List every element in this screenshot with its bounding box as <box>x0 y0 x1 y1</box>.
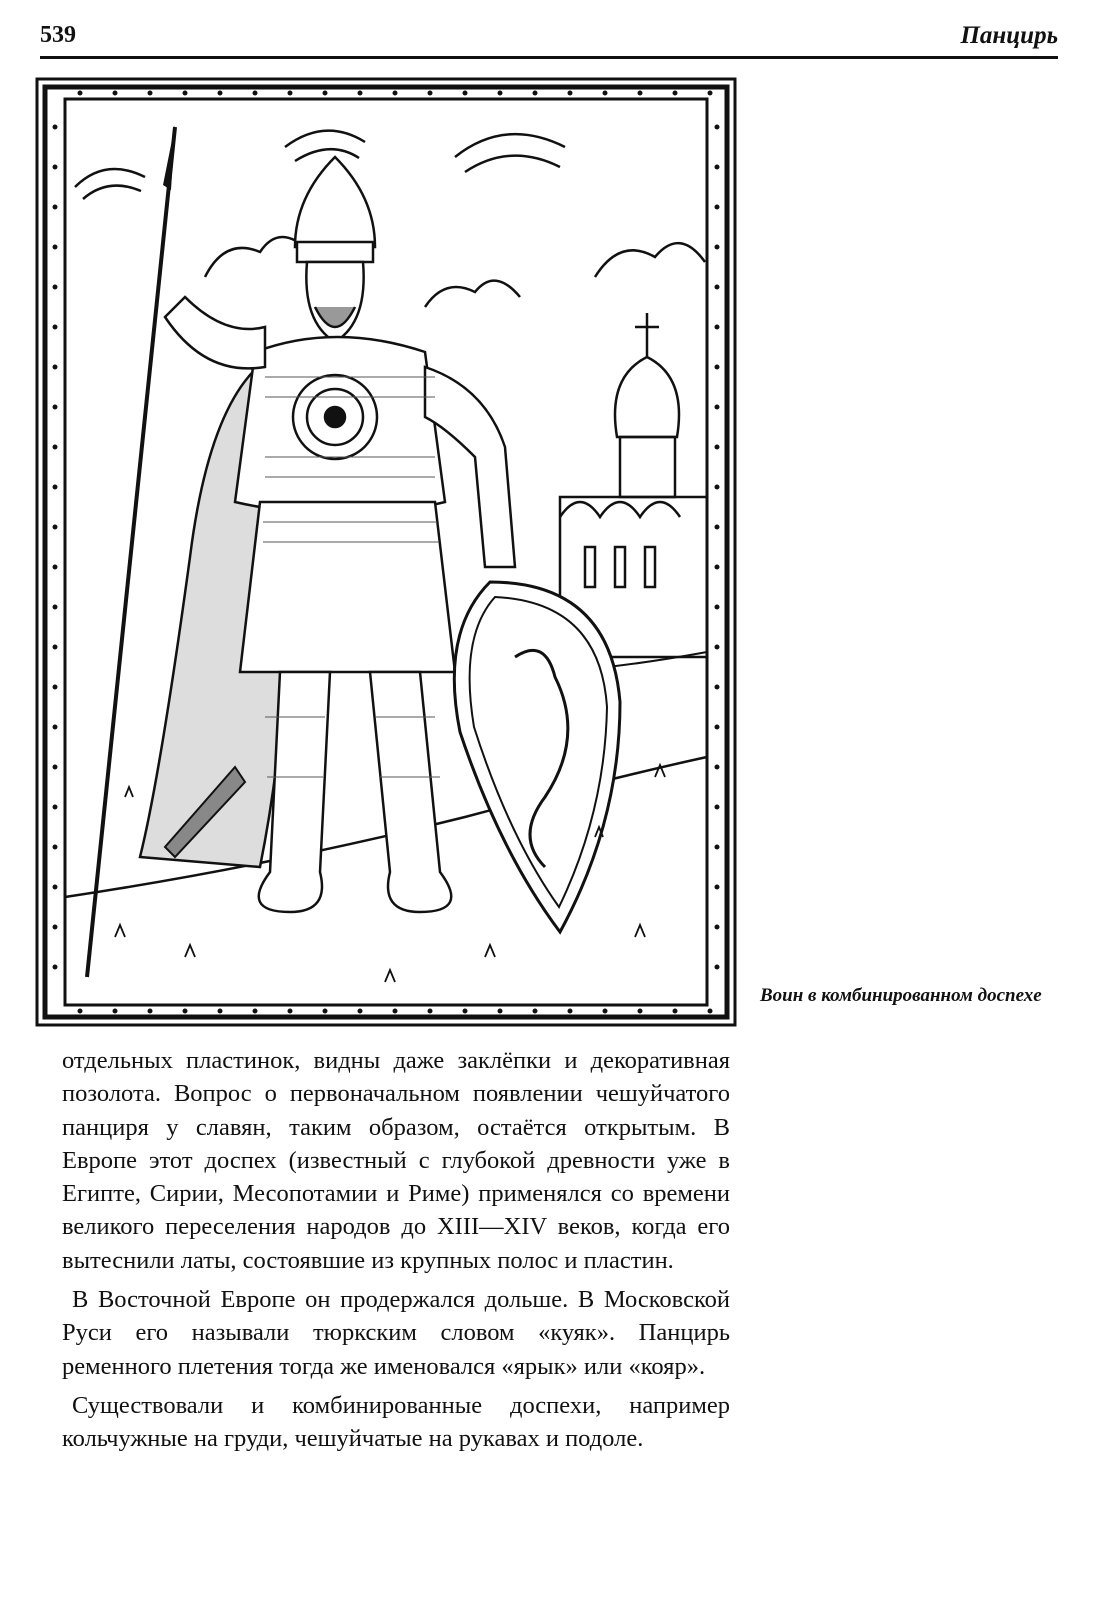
running-title: Панцирь <box>960 22 1058 49</box>
page-header <box>40 20 1058 59</box>
body-text <box>62 1044 730 1456</box>
warrior-illustration <box>35 77 737 1027</box>
paragraph: отдельных пластинок, видны даже заклёпки и декоративная позолота. Вопрос о первоначальном появлении чешуйчатого панциря у славян, таким образом, остаётся открытым. В Европе этот доспех (известный с глубокой древности уже в Египте, Сирии, Месопотамии и Риме) применялся со времени великого переселения народов до XIII—XIV веков, когда его вытеснили латы, состоявшие из крупных полос и пластин. <box>62 1047 730 1274</box>
paragraph: В Восточной Европе он продержался дольше. В Московской Руси его называли тюркским словом «куяк». Панцирь ременного плетения тогда же именовался «ярык» или «кояр». <box>62 1286 730 1380</box>
figure-caption: Воин в комбинированном доспехе <box>760 985 1042 1006</box>
warrior-illustration-icon <box>35 77 737 1027</box>
paragraph: Существовали и комбинированные доспехи, например кольчужные на груди, чешуйчатые на рукавах и подоле. <box>62 1391 730 1453</box>
page-number: 539 <box>40 22 76 48</box>
